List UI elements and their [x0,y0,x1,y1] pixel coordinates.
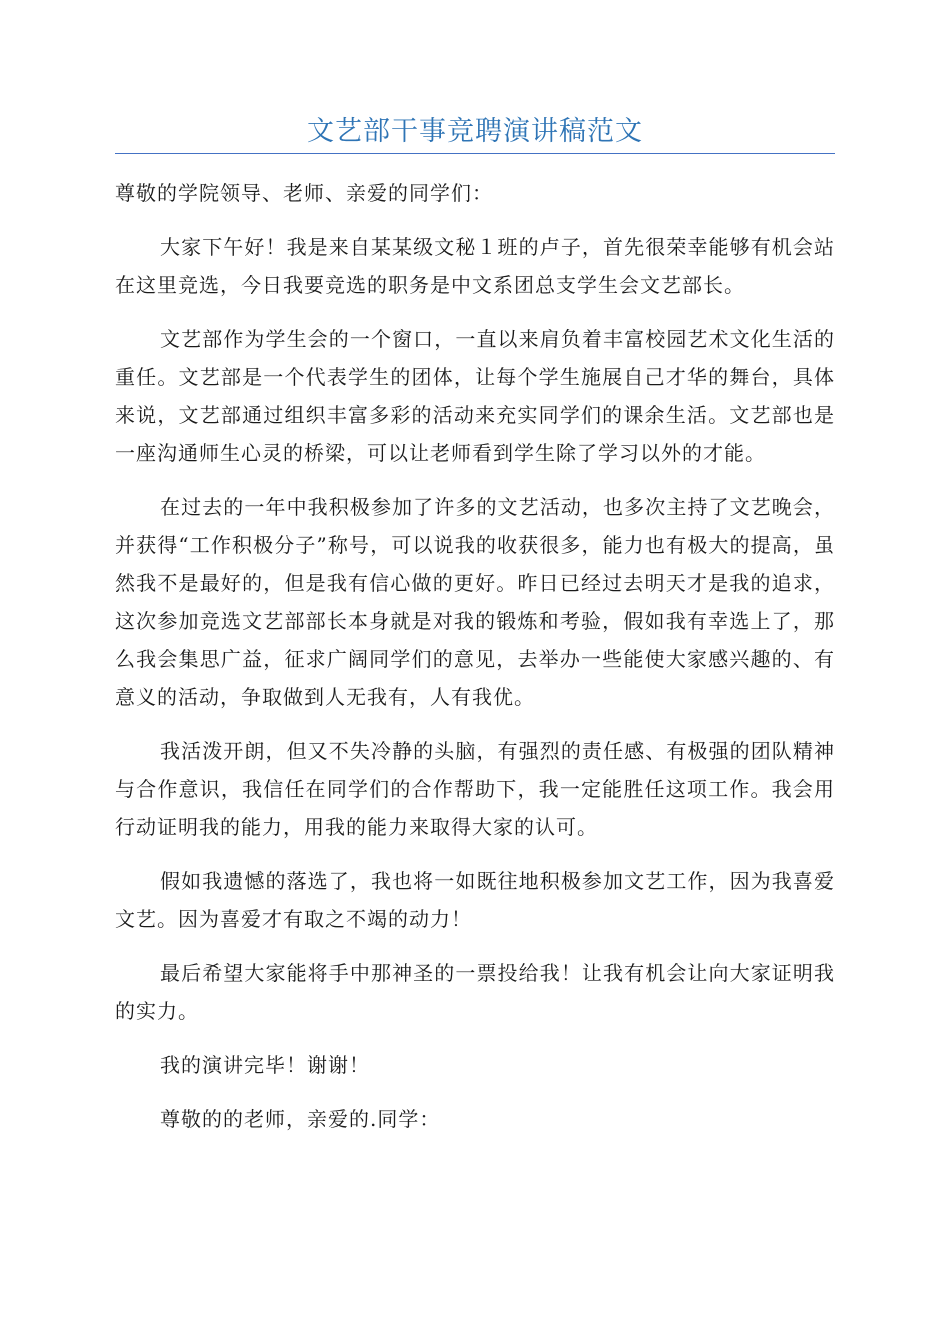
paragraph: 最后希望大家能将手中那神圣的一票投给我！让我有机会让向大家证明我的实力。 [115,961,835,1023]
paragraph: 在过去的一年中我积极参加了许多的文艺活动，也多次主持了文艺晚会，并获得“工作积极分子”称号，可以说我的收获很多，能力也有极大的提高，虽然我不是最好的，但是我有信心做的更好。昨日已经过去明天才是我的追求，这次参加竞选文艺部部长本身就是对我的锻炼和考验，假如我有幸选上了，那么我会集思广益，征求广阔同学们的意见，去举办一些能使大家感兴趣的、有意义的活动，争取做到人无我有，人有我优。 [115,495,835,709]
document-body [115,174,835,1154]
paragraph: 文艺部作为学生会的一个窗口，一直以来肩负着丰富校园艺术文化生活的重任。文艺部是一个代表学生的团体，让每个学生施展自己才华的舞台，具体来说，文艺部通过组织丰富多彩的活动来充实同学们的课余生活。文艺部也是一座沟通师生心灵的桥梁，可以让老师看到学生除了学习以外的才能。 [115,327,835,465]
title-underline [115,153,835,154]
paragraph: 大家下午好！我是来自某某级文秘１班的卢子，首先很荣幸能够有机会站在这里竞选，今日我要竞选的职务是中文系团总支学生会文艺部长。 [115,235,835,297]
paragraph: 尊敬的的老师，亲爱的.同学： [160,1107,441,1131]
salutation: 尊敬的学院领导、老师、亲爱的同学们： [115,181,493,205]
paragraph: 我活泼开朗，但又不失冷静的头脑，有强烈的责任感、有极强的团队精神与合作意识，我信任在同学们的合作帮助下，我一定能胜任这项工作。我会用行动证明我的能力，用我的能力来取得大家的认可。 [115,739,835,839]
paragraph: 假如我遗憾的落选了，我也将一如既往地积极参加文艺工作，因为我喜爱文艺。因为喜爱才有取之不竭的动力！ [115,869,835,931]
page-title: 文艺部干事竞聘演讲稿范文 [307,116,643,147]
paragraph: 我的演讲完毕！谢谢！ [160,1053,370,1077]
